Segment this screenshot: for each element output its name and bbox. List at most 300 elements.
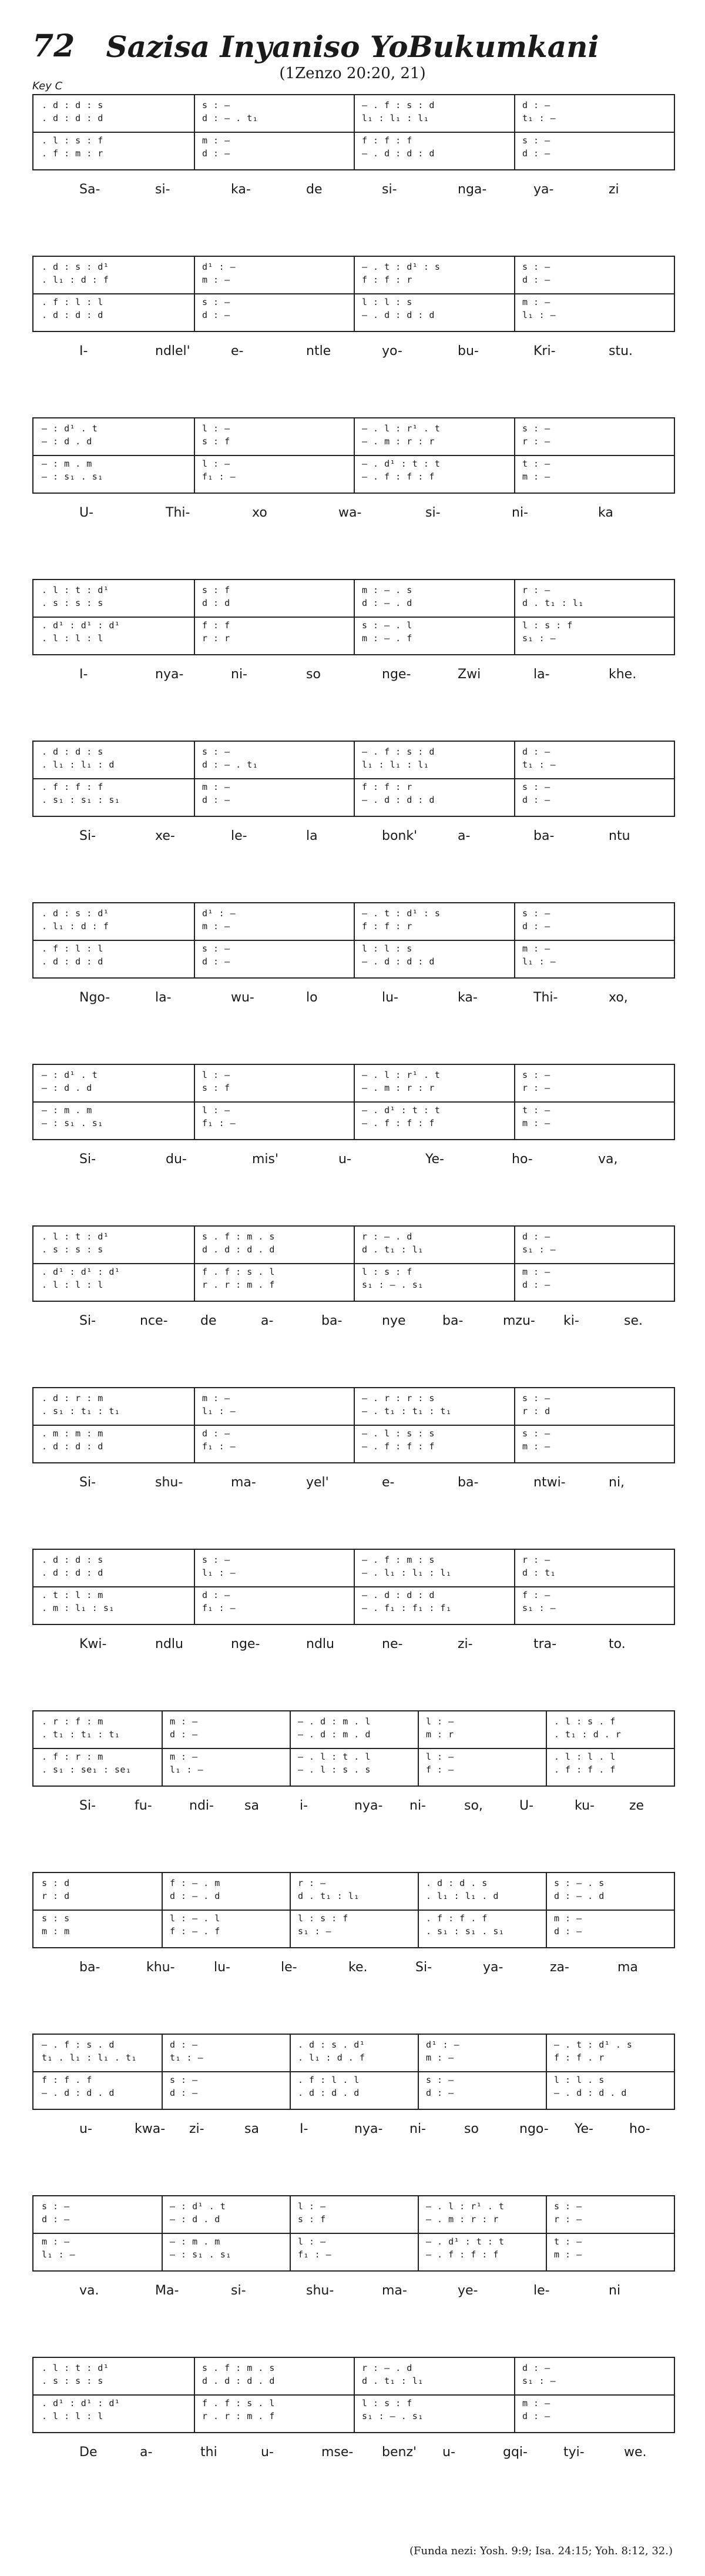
bar-line [514, 903, 515, 977]
solfa-notes: m : — [522, 943, 550, 954]
lyric-syllable: nya- [354, 1798, 383, 1813]
lyric-syllable: u- [79, 2122, 92, 2136]
lyric-syllable: so [464, 2122, 479, 2136]
lyric-syllable: ba- [442, 1314, 464, 1328]
solfa-notes: . l₁ : d . f [298, 2052, 365, 2063]
lyric-syllable: ba- [321, 1314, 343, 1328]
solfa-notes: . d : d : s [42, 1555, 103, 1565]
solfa-notes: . d : s : d¹ [42, 908, 109, 919]
lyric-syllable: ntwi- [533, 1475, 566, 1490]
bar-line [546, 1711, 547, 1786]
lyric-syllable: ka- [458, 990, 478, 1005]
solfa-notes: – . d : d . d [42, 2088, 115, 2098]
solfa-notes: r : r [202, 633, 230, 644]
solfa-notes: . l₁ : d : f [42, 921, 109, 932]
solfa-notes: s₁ : – . s₁ [362, 1279, 424, 1290]
solfa-notes: f : f . f [42, 2075, 92, 2085]
solfa-notes: — : m . m [42, 458, 92, 469]
solfa-notes: m : m [42, 1926, 70, 1937]
solfa-notes: f : f . r [554, 2052, 605, 2063]
solfa-notes: . t₁ : t₁ : t₁ [42, 1729, 120, 1740]
bar-line [194, 418, 195, 493]
solfa-notes: . t₁ : d . r [554, 1729, 622, 1740]
solfa-notes: d : — [202, 148, 230, 159]
solfa-notes: s₁ : — [522, 1603, 556, 1613]
lyric-syllable: I- [300, 2122, 308, 2136]
bar-line [354, 2358, 355, 2432]
bar-line [514, 257, 515, 331]
solfa-notes: l : — [298, 2201, 326, 2212]
solfa-notes: f : – . f [170, 1926, 220, 1937]
solfa-notes: . f : l . l [298, 2075, 360, 2085]
solfa-notes: l : — [298, 2236, 326, 2247]
solfa-notes: f : — [426, 1764, 454, 1775]
lyric-syllable: ho- [629, 2122, 650, 2136]
solfa-notes: f : – . m [170, 1878, 220, 1888]
bar-line [162, 2035, 163, 2109]
staff-box [32, 1225, 675, 1302]
lyric-syllable: la- [155, 990, 172, 1005]
bar-line [194, 903, 195, 977]
bar-line [290, 1711, 291, 1786]
lyric-syllable: ni- [409, 1798, 426, 1813]
solfa-notes: – . m : r : r [362, 436, 435, 447]
solfa-notes: . s₁ : t₁ : t₁ [42, 1406, 120, 1416]
solfa-notes: . r : f : m [42, 1716, 103, 1727]
lyric-syllable: Ye- [575, 2122, 593, 2136]
solfa-notes: – . f : s : d [362, 746, 435, 757]
solfa-notes: d : — [522, 746, 550, 757]
bar-line [418, 1711, 419, 1786]
solfa-notes: d : – . d [170, 1891, 220, 1901]
solfa-notes: d : — [522, 2411, 550, 2421]
lyric-syllable: stu. [609, 344, 633, 359]
solfa-notes: . d : s . d¹ [298, 2039, 365, 2050]
solfa-notes: – . d¹ : t : t [426, 2236, 505, 2247]
lyric-syllable: ntu [609, 829, 630, 843]
staff-box [32, 1710, 675, 1787]
solfa-notes: . d : d . d [298, 2088, 360, 2098]
solfa-notes: . m : l₁ : s₁ [42, 1603, 115, 1613]
solfa-notes: m : — [170, 1751, 198, 1762]
lyric-line [32, 667, 673, 691]
solfa-notes: – . t : d¹ : s [362, 908, 441, 919]
bar-line [354, 418, 355, 493]
solfa-notes: l₁ : — [42, 2249, 76, 2260]
solfa-notes: s . f : m . s [202, 1231, 275, 1242]
lyric-syllable: wa- [338, 505, 362, 520]
solfa-notes: s₁ : — [298, 1926, 332, 1937]
lyric-syllable: mis' [252, 1152, 279, 1167]
solfa-notes: d : – . d [362, 598, 412, 608]
solfa-notes: s : — [522, 135, 550, 146]
solfa-notes: m : — [202, 135, 230, 146]
lyric-syllable: i- [300, 1798, 308, 1813]
solfa-notes: r : d [522, 1406, 550, 1416]
bar-line [162, 2196, 163, 2270]
solfa-notes: s₁ : — [522, 2376, 556, 2386]
lyric-syllable: ndi- [189, 1798, 214, 1813]
lyric-syllable: shu- [155, 1475, 183, 1490]
solfa-notes: s : s [42, 1913, 70, 1924]
solfa-notes: l : — [202, 423, 230, 434]
solfa-notes: – . m : r : r [426, 2214, 499, 2225]
solfa-notes: . l₁ : l₁ . d [426, 1891, 499, 1901]
lyric-syllable: nga- [458, 182, 487, 197]
lyric-syllable: ba- [458, 1475, 479, 1490]
lyric-syllable: ka- [231, 182, 251, 197]
lyric-syllable: Ngo- [79, 990, 110, 1005]
staff-box [32, 1387, 675, 1463]
hymn-title: Sazisa Inyaniso YoBukumkani [106, 29, 599, 64]
solfa-notes: d : — [554, 1926, 582, 1937]
lyric-syllable: mzu- [503, 1314, 535, 1328]
bar-line [514, 95, 515, 169]
bar-line [354, 1065, 355, 1139]
lyric-syllable: va, [598, 1152, 618, 1167]
bar-line [546, 2196, 547, 2270]
solfa-notes: – . l : s : s [362, 1428, 435, 1439]
solfa-notes: – . d : d . d [554, 2088, 627, 2098]
solfa-notes: f . f : s . l [202, 2398, 275, 2408]
music-system [32, 2195, 674, 2313]
solfa-notes: s : — [42, 2201, 70, 2212]
lyric-syllable: le- [533, 2283, 550, 2298]
solfa-notes: m : – . f [362, 633, 412, 644]
solfa-notes: – . l : t . l [298, 1751, 371, 1762]
lyric-syllable: ni [609, 2283, 621, 2298]
solfa-notes: s₁ : — [522, 1244, 556, 1255]
staff-divider [33, 2071, 674, 2072]
music-system [32, 902, 674, 1020]
solfa-notes: m : — [522, 1267, 550, 1277]
solfa-notes: s : — [522, 423, 550, 434]
solfa-notes: – . d¹ : t : t [362, 1105, 441, 1116]
bar-line [194, 1388, 195, 1462]
solfa-notes: m : — [202, 1393, 230, 1403]
solfa-notes: s₁ : – . s₁ [362, 2411, 424, 2421]
solfa-notes: . d : s : d¹ [42, 262, 109, 272]
solfa-notes: . d¹ : d¹ : d¹ [42, 1267, 120, 1277]
lyric-syllable: Thi- [166, 505, 190, 520]
bar-line [354, 257, 355, 331]
solfa-notes: m : — [202, 921, 230, 932]
lyric-syllable: du- [166, 1152, 187, 1167]
solfa-notes: . l : s . f [554, 1716, 616, 1727]
solfa-notes: – . l : r¹ . t [362, 423, 441, 434]
solfa-notes: f₁ : — [298, 2249, 332, 2260]
solfa-notes: f : f [202, 620, 230, 631]
music-system [32, 579, 674, 696]
lyric-syllable: ka [598, 505, 613, 520]
lyric-syllable: we. [624, 2445, 647, 2460]
solfa-notes: . s₁ : s₁ . s₁ [426, 1926, 505, 1937]
solfa-notes: d : — [202, 956, 230, 967]
solfa-notes: – . d¹ : t : t [362, 458, 441, 469]
solfa-notes: — : s₁ . s₁ [42, 471, 103, 482]
lyric-syllable: ne- [382, 1637, 403, 1652]
lyric-syllable: Zwi [458, 667, 481, 682]
music-system [32, 256, 674, 373]
music-system [32, 1710, 674, 1828]
solfa-notes: . f : f . f [426, 1913, 488, 1924]
solfa-notes: m : — [554, 1913, 582, 1924]
solfa-notes: f : — [522, 1590, 550, 1600]
lyric-line [32, 2122, 673, 2145]
solfa-notes: d : — [522, 1231, 550, 1242]
solfa-notes: d : d [202, 598, 230, 608]
solfa-notes: f₁ : — [202, 1118, 236, 1128]
solfa-notes: f₁ : — [202, 471, 236, 482]
solfa-notes: – . f : f : f [362, 1118, 435, 1128]
lyric-syllable: De [79, 2445, 98, 2460]
lyric-syllable: de [306, 182, 323, 197]
lyric-syllable: khu- [146, 1960, 175, 1975]
lyric-syllable: ku- [575, 1798, 595, 1813]
bar-line [162, 1873, 163, 1947]
lyric-syllable: ke. [348, 1960, 368, 1975]
solfa-notes: s : — [202, 943, 230, 954]
lyric-syllable: ni- [231, 667, 247, 682]
lyric-syllable: Si- [79, 1798, 96, 1813]
lyric-syllable: la- [533, 667, 550, 682]
staff-box [32, 256, 675, 332]
bar-line [354, 903, 355, 977]
solfa-notes: d : — [170, 2039, 198, 2050]
bar-line [514, 418, 515, 493]
solfa-notes: d : — [42, 2214, 70, 2225]
lyric-syllable: sa [244, 1798, 259, 1813]
solfa-notes: s : — [554, 2201, 582, 2212]
solfa-notes: d : — [522, 1279, 550, 1290]
lyric-syllable: a- [140, 2445, 153, 2460]
bar-line [514, 1065, 515, 1139]
lyric-syllable: se. [624, 1314, 643, 1328]
bar-line [546, 2035, 547, 2109]
solfa-notes: s : — [202, 746, 230, 757]
lyric-syllable: U- [519, 1798, 534, 1813]
bar-line [514, 1227, 515, 1301]
solfa-notes: s : — [522, 1393, 550, 1403]
solfa-notes: s : — [522, 262, 550, 272]
solfa-notes: f : f : r [362, 274, 412, 285]
solfa-notes: – . r : r : s [362, 1393, 435, 1403]
bar-line [194, 742, 195, 816]
solfa-notes: . s : s : s [42, 2376, 103, 2386]
solfa-notes: s : — [522, 908, 550, 919]
solfa-notes: . s : s : s [42, 1244, 103, 1255]
solfa-notes: s : f [202, 436, 230, 447]
music-system [32, 2034, 674, 2151]
solfa-notes: — : d¹ . t [42, 423, 98, 434]
solfa-notes: . d : r : m [42, 1393, 103, 1403]
lyric-line [32, 2283, 673, 2307]
lyric-syllable: nge- [382, 667, 411, 682]
solfa-notes: f : f : r [362, 782, 412, 792]
lyric-syllable: zi- [189, 2122, 204, 2136]
lyric-syllable: va. [79, 2283, 99, 2298]
lyric-syllable: u- [261, 2445, 274, 2460]
solfa-notes: . d : d : d [42, 1441, 103, 1452]
lyric-syllable: nye [382, 1314, 406, 1328]
solfa-notes: . s₁ : se₁ : se₁ [42, 1764, 132, 1775]
bar-line [514, 742, 515, 816]
solfa-notes: – . d : m . d [298, 1729, 371, 1740]
lyric-line [32, 990, 673, 1014]
solfa-notes: d . t₁ : l₁ [298, 1891, 360, 1901]
reading-references: (Funda nezi: Yosh. 9:9; Isa. 24:15; Yoh. 8:12, 32.) [409, 2545, 673, 2557]
lyric-syllable: sa [244, 2122, 259, 2136]
lyric-syllable: bonk' [382, 829, 418, 843]
solfa-notes: . f : l : l [42, 297, 103, 307]
solfa-notes: . f : f : f [42, 782, 103, 792]
lyric-syllable: si- [231, 2283, 246, 2298]
music-system [32, 741, 674, 858]
staff-box [32, 417, 675, 494]
solfa-notes: m : — [522, 471, 550, 482]
lyric-syllable: ba- [79, 1960, 100, 1975]
lyric-syllable: le- [231, 829, 247, 843]
solfa-notes: – . f : f : f [362, 1441, 435, 1452]
lyric-syllable: la [306, 829, 318, 843]
solfa-notes: . m : m : m [42, 1428, 103, 1439]
solfa-notes: d : — [170, 1729, 198, 1740]
staff-divider [33, 1910, 674, 1911]
solfa-notes: . t : l : m [42, 1590, 103, 1600]
bar-line [354, 95, 355, 169]
lyric-syllable: lu- [214, 1960, 230, 1975]
solfa-notes: r : d [42, 1891, 70, 1901]
scripture-reference: (1Zenzo 20:20, 21) [279, 65, 426, 82]
lyric-syllable: ya- [533, 182, 554, 197]
solfa-notes: – . t : d¹ . s [554, 2039, 633, 2050]
lyric-syllable: nge- [231, 1637, 260, 1652]
bar-line [418, 1873, 419, 1947]
solfa-notes: – . d : d : d [362, 956, 435, 967]
solfa-notes: m : — [554, 2249, 582, 2260]
lyric-syllable: ngo- [519, 2122, 549, 2136]
lyric-syllable: ya- [483, 1960, 503, 1975]
staff-box [32, 741, 675, 817]
solfa-notes: l : s : f [362, 1267, 412, 1277]
bar-line [514, 2358, 515, 2432]
lyric-line [32, 344, 673, 367]
lyric-line [32, 505, 673, 529]
solfa-notes: m : — [522, 1441, 550, 1452]
solfa-notes: d . d : d . d [202, 1244, 275, 1255]
solfa-notes: d : — [202, 1590, 230, 1600]
lyric-syllable: nya- [155, 667, 184, 682]
bar-line [162, 1711, 163, 1786]
solfa-notes: m : — [202, 782, 230, 792]
solfa-notes: r : — [554, 2214, 582, 2225]
music-system [32, 1064, 674, 1181]
solfa-notes: d : — [522, 148, 550, 159]
lyric-syllable: za- [550, 1960, 569, 1975]
solfa-notes: . f : m : r [42, 148, 103, 159]
solfa-notes: l₁ : — [522, 956, 556, 967]
lyric-line [32, 2445, 673, 2468]
solfa-notes: t₁ : — [522, 113, 556, 123]
solfa-notes: f₁ : — [202, 1603, 236, 1613]
lyric-syllable: tra- [533, 1637, 557, 1652]
lyric-syllable: le- [281, 1960, 297, 1975]
solfa-notes: s : — [522, 782, 550, 792]
lyric-syllable: tyi- [563, 2445, 585, 2460]
lyric-syllable: ma- [231, 1475, 256, 1490]
solfa-notes: — : d¹ . t [42, 1070, 98, 1080]
solfa-notes: – . l : r¹ . t [426, 2201, 505, 2212]
solfa-notes: d : — [202, 1428, 230, 1439]
solfa-notes: l : s : f [362, 2398, 412, 2408]
lyric-syllable: ndlu [306, 1637, 334, 1652]
solfa-notes: — : s₁ . s₁ [42, 1118, 103, 1128]
solfa-notes: – . f₁ : f₁ : f₁ [362, 1603, 452, 1613]
staff-box [32, 1872, 675, 1948]
bar-line [354, 742, 355, 816]
solfa-notes: . l : l : l [42, 2411, 103, 2421]
solfa-notes: l₁ : — [522, 310, 556, 320]
solfa-notes: d : — [170, 2088, 198, 2098]
solfa-notes: l : l . s [554, 2075, 605, 2085]
solfa-notes: s : — [170, 2075, 198, 2085]
lyric-syllable: e- [231, 344, 244, 359]
bar-line [290, 2196, 291, 2270]
bar-line [290, 1873, 291, 1947]
staff-box [32, 579, 675, 655]
solfa-notes: s : — [202, 1555, 230, 1565]
solfa-notes: d . d : d . d [202, 2376, 275, 2386]
bar-line [514, 1388, 515, 1462]
lyric-syllable: ndlel' [155, 344, 190, 359]
solfa-notes: . l : l : l [42, 1279, 103, 1290]
solfa-notes: m : — [522, 2398, 550, 2408]
solfa-notes: r : – . d [362, 1231, 412, 1242]
lyric-syllable: lu- [382, 990, 398, 1005]
solfa-notes: r : – . d [362, 2363, 412, 2373]
solfa-notes: . l₁ : d : f [42, 274, 109, 285]
solfa-notes: s : — [202, 297, 230, 307]
solfa-notes: d : – . d [554, 1891, 605, 1901]
lyric-line [32, 1314, 673, 1337]
solfa-notes: l₁ : — [202, 1567, 236, 1578]
solfa-notes: . d : d : s [42, 746, 103, 757]
music-system [32, 2357, 674, 2474]
solfa-notes: – . d : d : d [362, 148, 435, 159]
solfa-notes: l : s : f [298, 1913, 348, 1924]
lyric-syllable: ma [617, 1960, 638, 1975]
lyric-syllable: zi- [458, 1637, 473, 1652]
solfa-notes: . f : r : m [42, 1751, 103, 1762]
lyric-syllable: I- [79, 667, 88, 682]
solfa-notes: — : d . d [42, 436, 92, 447]
solfa-notes: . l : t : d¹ [42, 1231, 109, 1242]
lyric-syllable: Ye- [425, 1152, 444, 1167]
solfa-notes: s : — [202, 100, 230, 110]
solfa-notes: – . d : d : d [362, 795, 435, 805]
solfa-notes: t : — [554, 2236, 582, 2247]
lyric-syllable: khe. [609, 667, 637, 682]
lyric-syllable: zi [609, 182, 619, 197]
solfa-notes: – . m : r : r [362, 1083, 435, 1093]
lyric-syllable: ni, [609, 1475, 625, 1490]
lyric-syllable: ba- [533, 829, 555, 843]
bar-line [354, 1227, 355, 1301]
solfa-notes: . s : s : s [42, 598, 103, 608]
staff-box [32, 1064, 675, 1140]
solfa-notes: — : m . m [170, 2236, 220, 2247]
solfa-notes: f . f : s . l [202, 1267, 275, 1277]
